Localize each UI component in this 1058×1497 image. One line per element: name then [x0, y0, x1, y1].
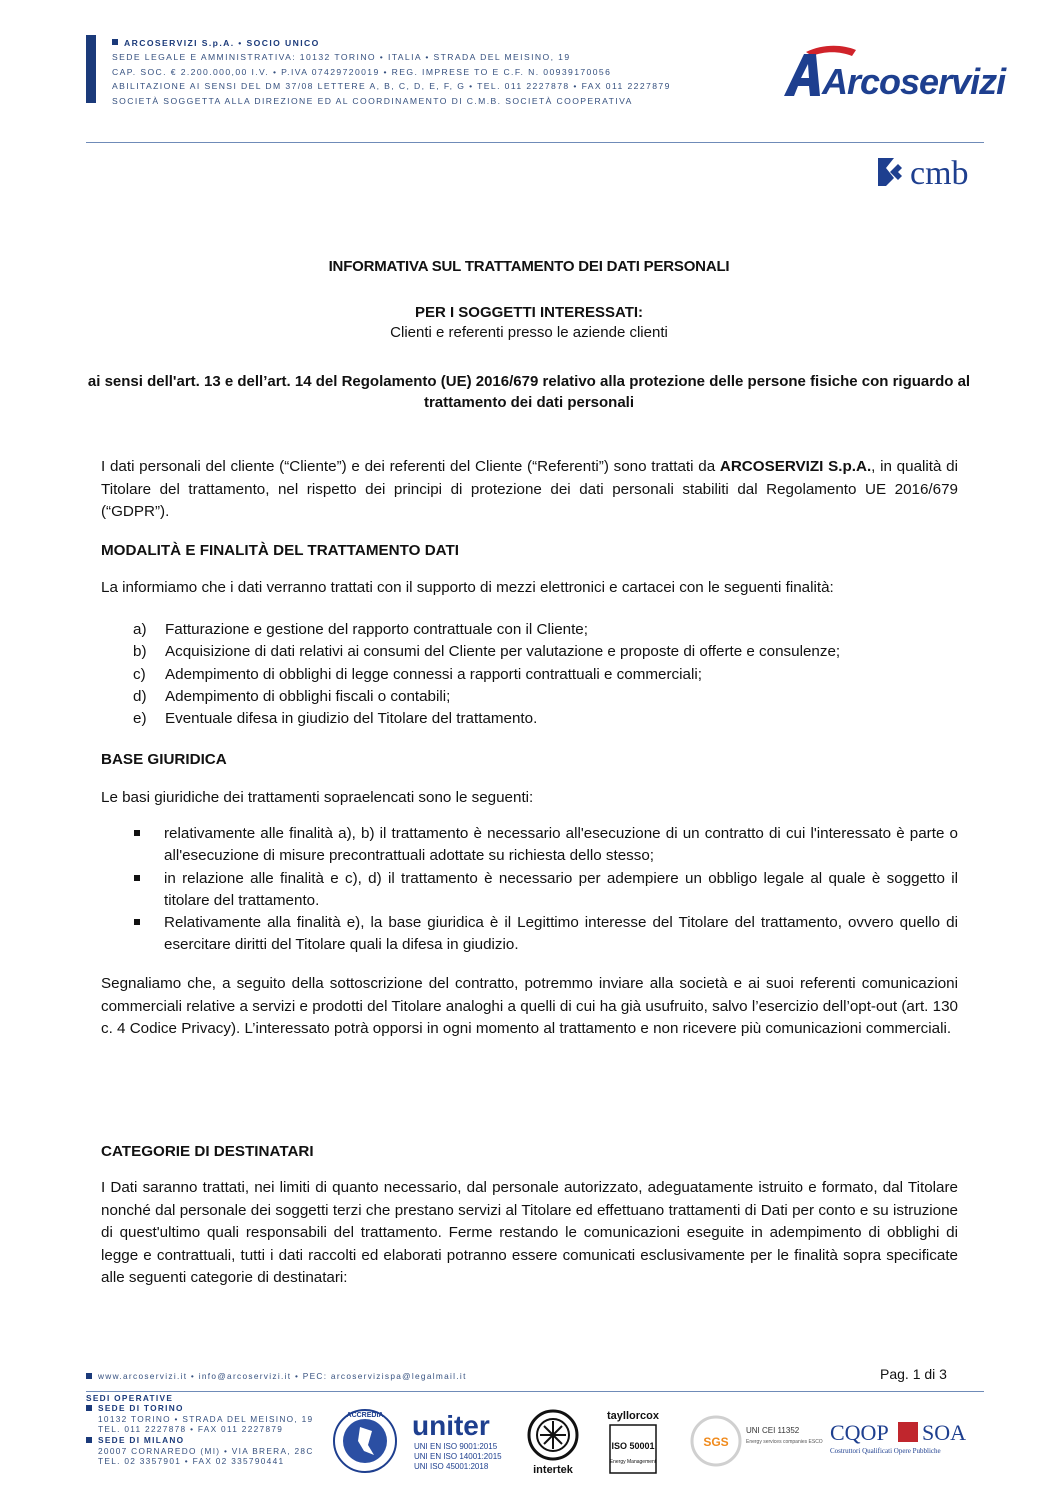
company-line-2: SEDE LEGALE E AMMINISTRATIVA: 10132 TORINO • ITALIA • STRADA DEL MEISINO, 19 — [112, 52, 571, 63]
page-number: Pag. 1 di 3 — [880, 1366, 947, 1382]
svg-text:CQOP: CQOP — [830, 1420, 889, 1445]
svg-text:SGS: SGS — [703, 1435, 729, 1449]
company-line-4: ABILITAZIONE AI SENSI DEL DM 37/08 LETTERE A, B, C, D, E, F, G • TEL. 011 2227878 • FAX 011 2227879 — [112, 81, 671, 92]
accredia-logo — [330, 1405, 400, 1477]
cmb-wordmark: cmb — [910, 155, 969, 192]
sgs-logo — [690, 1405, 823, 1477]
list-item: relativamente alle finalità a), b) il trattamento è necessario all'esecuzione di un contratto di cui l'interessato è parte o all'esecuzione di misure precontrattuali adottate su richiesta dello stesso; — [101, 823, 958, 868]
intertek-logo — [522, 1405, 584, 1477]
list-item: a) Fatturazione e gestione del rapporto contrattuale con il Cliente; — [133, 621, 588, 638]
bullet-square-icon — [86, 1437, 92, 1443]
tayllorcox-logo — [598, 1405, 668, 1477]
bullet-square-icon — [112, 39, 118, 45]
header-accent-bar — [86, 35, 96, 103]
bullet-square-icon — [134, 830, 140, 836]
section-text-destinatari: I Dati saranno trattati, nei limiti di quanto necessario, dal personale autorizzato, adeguatamente istruito e formato, dal Titolare nonché dal personale dei soggetti terzi che prestano servizi al Titolare ed effettuano trattamenti di Dati per conto e su istruzione di quest'ultimo quali responsabili del trattamento. Ferme restando le comunicazioni eseguite in adempimento di obblighi di legge e contrattuali, tutti i dati raccolti ed elaborati potranno essere comunicati esclusivamente per le finalità sopra specificate alle seguenti categorie di destinatari: — [101, 1179, 958, 1286]
opt-out-paragraph: Segnaliamo che, a seguito della sottoscrizione del contratto, potremmo inviare alla società e ai suoi referenti comunicazioni commerciali relative a servizi e prodotti del Titolare analoghi a quelli di cui ha già usufruito, salvo l’esercizio dell’opt-out (art. 130 c. 4 Codice Privacy). L’interessato potrà opporsi in ogni momento al trattamento e non ricevere più comunicazioni commerciali. — [101, 975, 958, 1037]
base-giuridica-list — [101, 823, 958, 957]
arcoservizi-wordmark: Arcoservizi — [822, 61, 1006, 102]
list-item: e) Eventuale difesa in giudizio del Titolare del trattamento. — [133, 710, 538, 728]
cqop-soa-logo — [830, 1405, 986, 1477]
svg-text:Energy Management: Energy Management — [609, 1459, 657, 1465]
legal-reference: ai sensi dell'art. 13 e dell’art. 14 del Regolamento (UE) 2016/679 relativo alla protezione delle persone fisiche con riguardo al trattamento dei dati personali — [87, 373, 971, 411]
svg-text:Costruttori Qualificati Opere: Costruttori Qualificati Opere Pubbliche — [830, 1447, 941, 1455]
company-line-3: CAP. SOC. € 2.200.000,00 I.V. • P.IVA 07429720019 • REG. IMPRESE TO E C.F. N. 00939170056 — [112, 66, 612, 77]
section-heading-finalita: MODALITÀ E FINALITÀ DEL TRATTAMENTO DATI — [101, 542, 459, 559]
doc-subtitle: PER I SOGGETTI INTERESSATI: — [414, 304, 644, 321]
footer-web: www.arcoservizi.it • info@arcoservizi.it • PEC: arcoservizispa@legalmail.it — [98, 1371, 467, 1381]
uniter-logo — [410, 1405, 500, 1477]
company-line-5: SOCIETÀ SOGGETTA ALLA DIREZIONE ED AL COORDINAMENTO DI C.M.B. SOCIETÀ COOPERATIVA — [112, 95, 633, 106]
svg-text:intertek: intertek — [533, 1464, 573, 1476]
svg-text:Energy services companies ESCO: Energy services companies ESCO — [746, 1439, 823, 1445]
company-line-1: ARCOSERVIZI S.p.A. • SOCIO UNICO — [124, 38, 320, 48]
header-divider — [86, 142, 984, 143]
bullet-square-icon — [134, 875, 140, 881]
bullet-square-icon — [86, 1405, 92, 1411]
section-text-finalita: La informiamo che i dati verranno trattati con il supporto di mezzi elettronici e cartacei con le seguenti finalità: — [101, 579, 834, 596]
section-text-base-giuridica: Le basi giuridiche dei trattamenti sopraelencati sono le seguenti: — [101, 789, 534, 806]
cmb-logo — [876, 152, 986, 192]
list-item: b) Acquisizione di dati relativi ai consumi del Cliente per valutazione e proposte di offerte e consulenze; — [133, 643, 841, 661]
finalita-list — [101, 619, 971, 730]
svg-text:UNI CEI 11352: UNI CEI 11352 — [746, 1426, 800, 1435]
intro-paragraph: I dati personali del cliente (“Cliente”) e dei referenti del Cliente (“Referenti”) sono trattati da ARCOSERVIZI S.p.A., in qualità di Titolare del trattamento, nel rispetto dei principi di protezione dei dati personali stabiliti dal Regolamento UE 2016/679 (“GDPR”). — [101, 458, 958, 520]
svg-text:SOA: SOA — [922, 1420, 967, 1445]
list-item: in relazione alle finalità e c), d) il trattamento è necessario per adempiere un obbligo legale al quale è soggetto il titolare del trattamento. — [101, 868, 958, 913]
list-item: c) Adempimento di obblighi di legge connessi a rapporti contrattuali e commerciali; — [133, 665, 702, 683]
list-item: d) Adempimento di obblighi fiscali o contabili; — [133, 687, 451, 705]
company-info — [112, 36, 671, 108]
arcoservizi-logo — [782, 42, 1006, 102]
bullet-square-icon — [86, 1373, 92, 1379]
bullet-square-icon — [134, 919, 140, 925]
list-item: Relativamente alla finalità e), la base giuridica è il Legittimo interesse del Titolare del trattamento, ovvero quello di esercitare diritti del Titolare quali la difesa in giudizio. — [101, 912, 958, 957]
section-heading-base-giuridica: BASE GIURIDICA — [101, 751, 227, 768]
svg-text:tayllorcox: tayllorcox — [607, 1410, 659, 1422]
svg-text:uniter: uniter — [412, 1410, 490, 1441]
doc-subtitle-detail: Clienti e referenti presso le aziende clienti — [390, 324, 668, 341]
company-name: ARCOSERVIZI S.p.A. — [719, 458, 872, 475]
svg-text:UNI EN ISO 14001:2015: UNI EN ISO 14001:2015 — [414, 1452, 502, 1461]
footer-sedi-title: SEDI OPERATIVE — [86, 1392, 174, 1403]
svg-text:UNI ISO 45001:2018: UNI ISO 45001:2018 — [414, 1462, 489, 1471]
doc-title: INFORMATIVA SUL TRATTAMENTO DEI DATI PERSONALI — [328, 258, 730, 275]
footer-contacts: www.arcoservizi.it • info@arcoservizi.it • PEC: arcoservizispa@legalmail.it SEDI OPERATIVE SEDE DI TORINO 10132 TORINO • STRADA DEL MEISINO, 19 TEL. 011 2227878 • FAX 011 2227879 SEDE DI MILANO 20007 CORNAREDO (MI) • VIA BRERA, 28C TEL. 02 3357901 • FAX 02 335790441 — [86, 1371, 467, 1467]
svg-text:ISO 50001: ISO 50001 — [611, 1441, 655, 1451]
svg-text:ACCREDIA: ACCREDIA — [346, 1412, 384, 1419]
section-heading-destinatari: CATEGORIE DI DESTINATARI — [101, 1143, 314, 1160]
svg-text:UNI EN ISO 9001:2015: UNI EN ISO 9001:2015 — [414, 1442, 498, 1451]
